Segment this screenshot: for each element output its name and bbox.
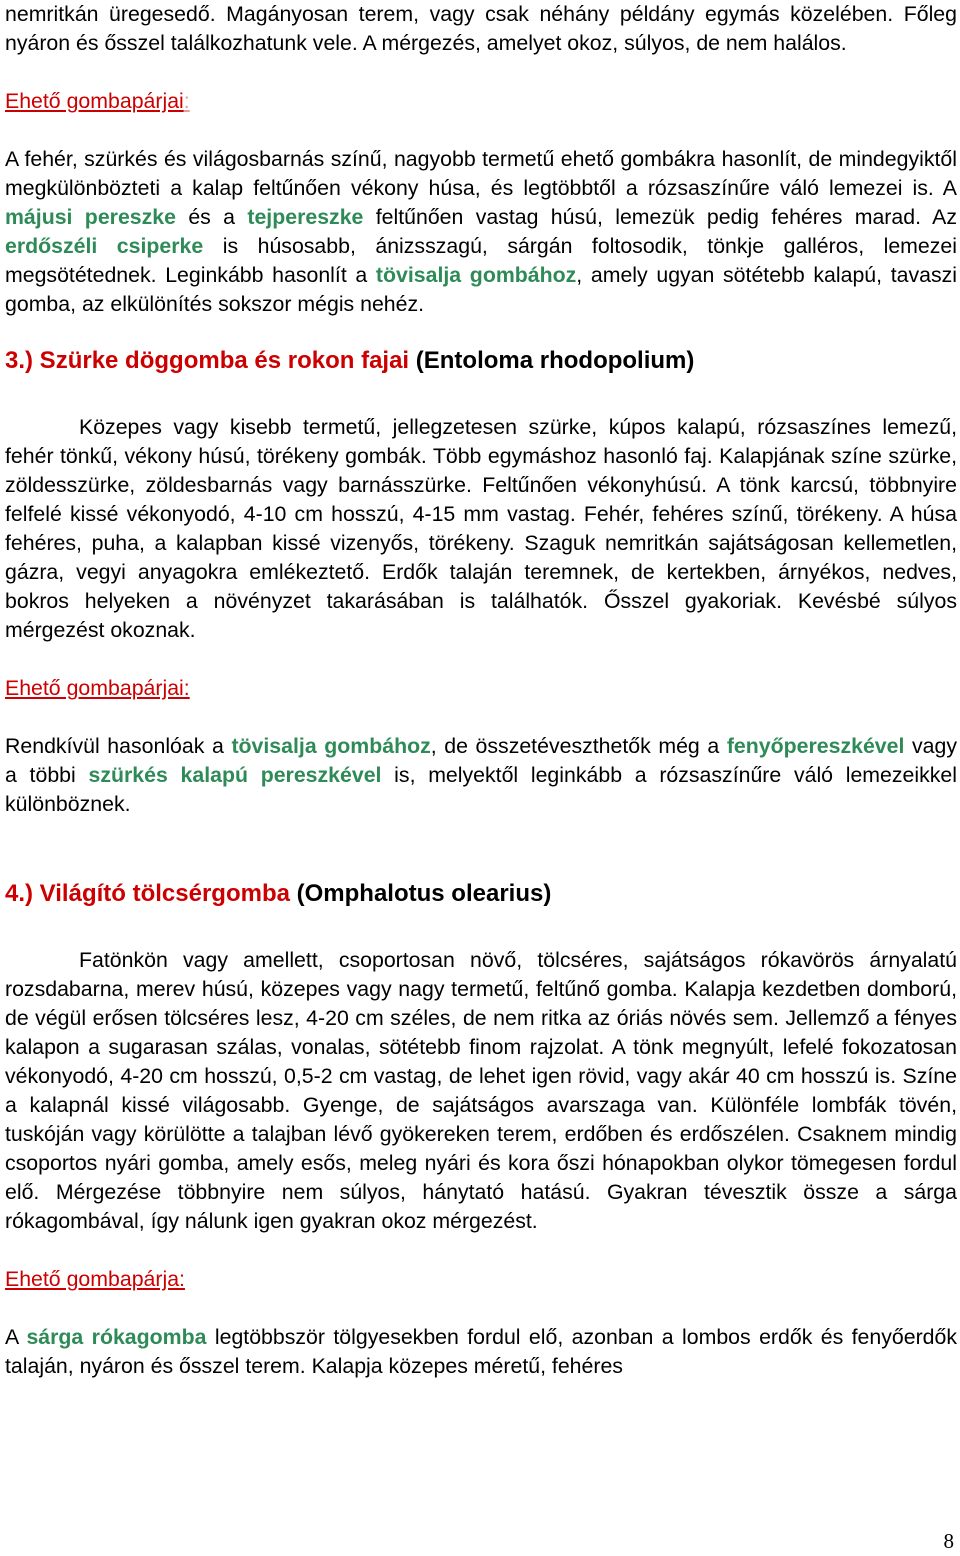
section-latin-name: (Entoloma rhodopolium) [409,347,695,374]
section-title: Szürke döggomba és rokon fajai [33,347,410,374]
text-run: A fehér, szürkés és világosbarnás színű, nagyobb termetű ehető gombákra hasonlít, de mindegyiktől megkülönbözteti a kalap feltűnően vékony húsa, és legtöbbtől a rózsaszínűre váló lemezei is. A [5,147,957,200]
text-run: is, melyektől leginkább a rózsaszínűre váló lemezeikkel különböznek. [5,763,957,816]
section-3-description: Közepes vagy kisebb termetű, jellegzetesen szürke, kúpos kalapú, rózsaszínes lemezű, fehér tönkű, vékony húsú, törékeny gombák. Több egymáshoz hasonló faj. Kalapjának színe szürke, zöldesszürke, zöldesbarnás vagy barnásszürke. Feltűnően vékonyhúsú. A tönk karcsú, többnyire felfelé kissé vékonyodó, 4-10 cm hosszú, 4-15 mm vastag. Fehér, fehéres színű, törékeny. A húsa fehéres, puha, a kalapban kissé vizenyős, törékeny. Szaguk nemritkán sajátságosan kellemetlen, gázra, vegyi anyagokra emlékeztető. Erdők talaján teremnek, de kertekben, árnyékos, nedves, bokros helyeken a növényzet takarásában is találhatók. Ősszel gyakoriak. Kevésbé súlyos mérgezést okoznak. [5,415,957,642]
mushroom-name: májusi pereszke [5,205,176,229]
text-run: Rendkívül hasonlóak a [5,734,232,758]
section-title: Világító tölcsérgomba [33,880,290,907]
text-run: , amely ugyan sötétebb kalapú, tavaszi gomba, az elkülönítés sokszor mégis nehéz. [5,263,958,316]
section-latin-name: (Omphalotus olearius) [289,880,552,907]
section-number: 3.) [5,347,34,374]
mushroom-name: szürkés kalapú pereszkével [88,763,382,787]
section-number: 4.) [5,880,34,907]
lookalike-paragraph-1 [5,145,957,319]
mushroom-name: fenyőpereszkével [726,734,905,758]
edible-lookalikes-label: Ehető gombapárjai: [5,676,190,700]
edible-lookalikes-colon: : [183,89,190,113]
mushroom-name: sárga rókagomba [26,1325,207,1349]
text-run: legtöbbször tölgyesekben fordul elő, azonban a lombos erdők és fenyőerdők talaján, nyáron és ősszel terem. Kalapja közepes méretű, fehéres [5,1325,957,1378]
document-page [5,0,957,1381]
edible-lookalikes-label: Ehető gombapárjai [5,89,184,113]
edible-lookalikes-heading-1 [5,87,957,116]
text-run: is húsosabb, ánizsszagú, sárgán foltosodik, tönkje galléros, lemezei megsötétednek. Leginkább hasonlít a [5,234,957,287]
text-run: A [5,1325,27,1349]
text-run: feltűnően vastag húsú, lemezük pedig fehéres marad. Az [363,205,958,229]
mushroom-name: tövisalja gombához [231,734,431,758]
edible-lookalikes-label: Ehető gombapárja: [5,1267,185,1291]
section-heading-3 [5,346,957,376]
page-number: 8 [943,1529,954,1553]
mushroom-name: erdőszéli csiperke [5,234,204,258]
lookalike-paragraph-2 [5,732,957,819]
section-heading-4 [5,879,957,909]
section-4-description: Fatönkön vagy amellett, csoportosan növő, tölcséres, sajátságos rókavörös árnyalatú rozsdabarna, merev húsú, közepes vagy nagy termetű, feltűnő gomba. Kalapja kezdetben domború, de végül erősen tölcséres lesz, 4-20 cm széles, de nem ritka az óriás növés sem. Jellemző a fényes kalapon a sugarasan szálas, vonalas, sötétebb finom rajzolat. A tönk megnyúlt, lefelé fokozatosan vékonyodó, 4-20 cm hosszú, 0,5-2 cm vastag, de lehet igen rövid, vagy akár 40 cm hosszú is. Színe a kalapnál kissé világosabb. Gyenge, de sajátságos avarszaga van. Különféle lombfák tövén, tuskóján vagy körülötte a talajban lévő gyökereken terem, erdőben és erdőszélen. Csaknem mindig csoportos nyári gomba, amely esős, meleg nyári és kora őszi hónapokban olykor tömegesen fordul elő. Mérgezése többnyire nem súlyos, hánytató hatású. Gyakran tévesztik össze a sárga rókagombával, így nálunk igen gyakran okoz mérgezést. [5,948,957,1233]
intro-paragraph: nemritkán üregesedő. Magányosan terem, vagy csak néhány példány egymás közelében. Főleg nyáron és ősszel találkozhatunk vele. A mérgezés, amelyet okoz, súlyos, de nem halálos. [5,2,957,55]
mushroom-name: tövisalja gombához [375,263,577,287]
text-run: és a [175,205,248,229]
mushroom-name: tejpereszke [247,205,364,229]
text-run: , de összetéveszthetők még a [430,734,727,758]
edible-lookalikes-heading-2 [5,674,957,703]
lookalike-paragraph-3 [5,1323,957,1381]
edible-lookalikes-heading-3 [5,1265,957,1294]
text-run: vagy a többi [5,734,957,787]
